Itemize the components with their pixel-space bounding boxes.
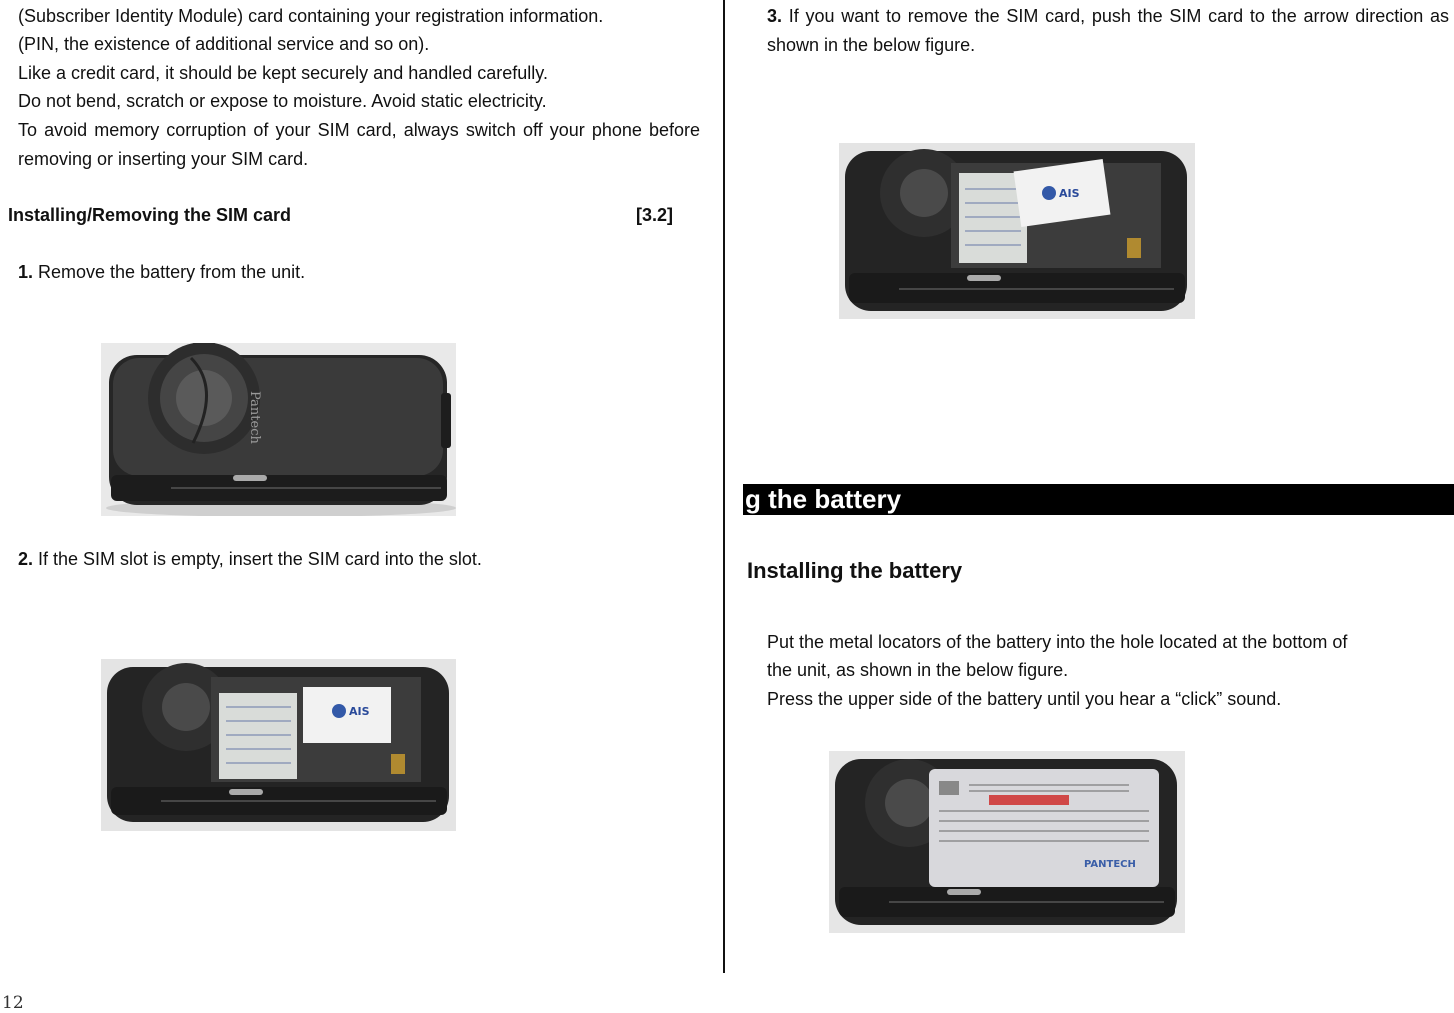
step-1-text: Remove the battery from the unit. xyxy=(33,262,306,282)
battery-install-photo xyxy=(829,751,1185,933)
intro-line-3: Like a credit card, it should be kept securely and handled carefully. xyxy=(18,63,548,83)
column-divider xyxy=(723,0,725,973)
step-3-text: If you want to remove the SIM card, push the SIM card to the arrow direction as shown in the below figure. xyxy=(767,6,1449,55)
section-heading-text: g the battery xyxy=(745,484,902,514)
section-title: Installing/Removing the SIM card xyxy=(8,205,292,225)
sim-remove-photo xyxy=(839,143,1195,319)
step-3-number: 3. xyxy=(767,6,783,26)
sim-card-label: AIS xyxy=(349,705,370,718)
battery-para-line-3: Press the upper side of the battery until you hear a “click” sound. xyxy=(767,689,1282,709)
intro-line-1: (Subscriber Identity Module) card containing your registration information. xyxy=(18,6,604,26)
step-2-text: If the SIM slot is empty, insert the SIM card into the slot. xyxy=(33,549,482,569)
page-number: 12 xyxy=(2,993,24,1013)
sim-insert-photo xyxy=(101,659,456,831)
section-ref: [3.2] xyxy=(636,205,674,225)
step-2 xyxy=(18,545,482,574)
intro-line-4: Do not bend, scratch or expose to moisture. Avoid static electricity. xyxy=(18,91,547,111)
step-2-number: 2. xyxy=(18,549,34,569)
subheading: Installing the battery xyxy=(747,558,963,583)
sim-card-label-2: AIS xyxy=(1059,187,1080,200)
battery-para-line-1: Put the metal locators of the battery into the hole located at the bottom of xyxy=(767,632,1348,652)
step-1 xyxy=(18,258,305,287)
battery-para-line-2: the unit, as shown in the below figure. xyxy=(767,660,1069,680)
intro-paragraph: To avoid memory corruption of your SIM card, always switch off your phone before removing or inserting your SIM card. xyxy=(18,120,700,169)
step-1-number: 1. xyxy=(18,262,34,282)
section-heading-bar xyxy=(743,484,1454,515)
phone-back-cover-photo xyxy=(101,343,456,516)
cover-brand-label: Pantech xyxy=(247,391,262,444)
step-3 xyxy=(767,2,1449,59)
battery-brand-label: PANTECH xyxy=(1084,859,1136,870)
intro-line-2: (PIN, the existence of additional service and so on). xyxy=(18,34,430,54)
